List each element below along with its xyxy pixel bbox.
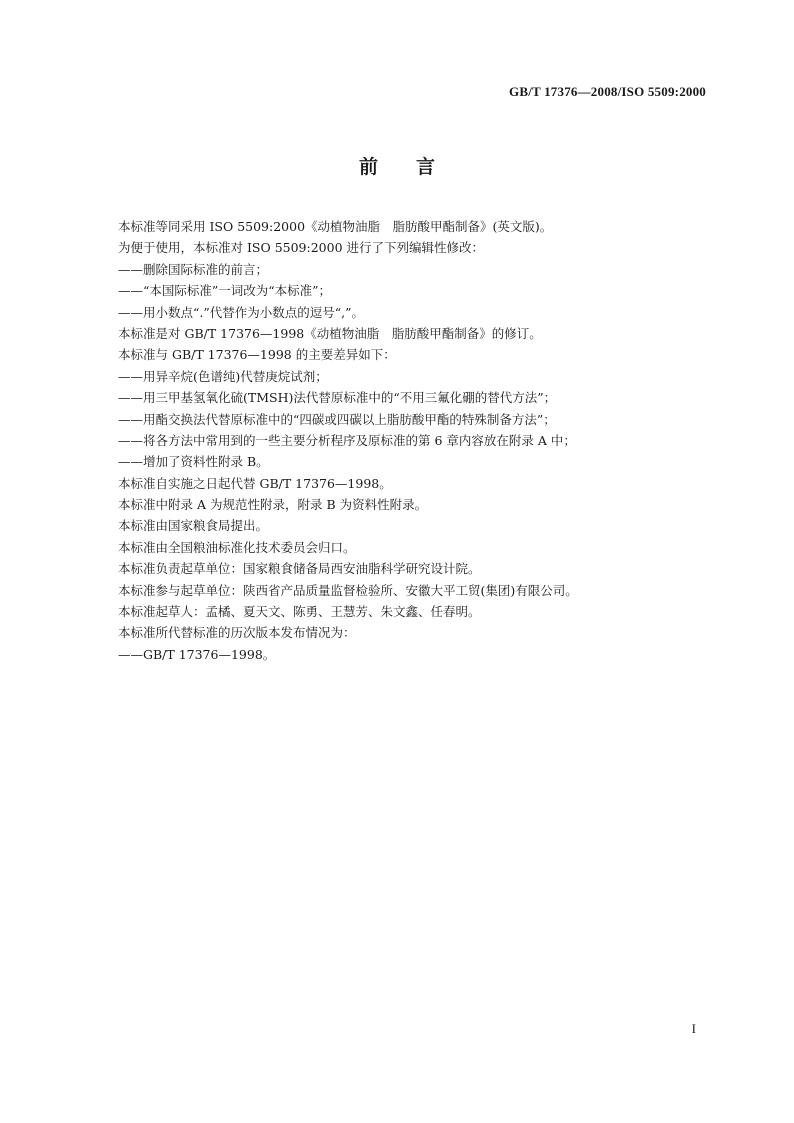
paragraph-line: 本标准自实施之日起代替 GB/T 17376—1998。 [118,475,392,491]
standard-code-header: GB/T 17376—2008/ISO 5509:2000 [509,84,706,99]
title-char-1: 前 [358,156,378,178]
list-item: ——删除国际标准的前言； [118,261,269,277]
page-title [0,152,794,179]
list-item: ——用小数点“.”代替作为小数点的逗号“,”。 [118,304,365,320]
paragraph-line: 本标准与 GB/T 17376—1998 的主要差异如下： [118,347,396,363]
page-number: I [691,1021,696,1036]
paragraph-line: 本标准所代替标准的历次版本发布情况为： [118,625,356,641]
list-item: ——GB/T 17376—1998。 [118,646,276,662]
paragraph-line: 本标准参与起草单位：陕西省产品质量监督检验所、安徽大平工贸(集团)有限公司。 [118,582,578,598]
paragraph-line: 本标准由国家粮食局提出。 [118,518,269,534]
list-item: ——“本国际标准”一词改为“本标准”； [118,283,332,299]
list-item: ——用三甲基氢氧化硫(TMSH)法代替原标准中的“不用三氟化硼的替代方法”； [118,390,557,406]
paragraph-line: 为便于使用，本标准对 ISO 5509:2000 进行了下列编辑性修改： [118,240,485,256]
paragraph-line: 本标准起草人：孟橘、夏天文、陈勇、王慧芳、朱文鑫、任春明。 [118,604,481,620]
paragraph-line: 本标准由全国粮油标准化技术委员会归口。 [118,539,356,555]
foreword-body [118,216,718,665]
title-char-2: 言 [416,156,436,178]
paragraph-line: 本标准负责起草单位：国家粮食储备局西安油脂科学研究设计院。 [118,561,481,577]
list-item: ——用异辛烷(色谱纯)代替庚烷试剂； [118,368,328,384]
list-item: ——将各方法中常用到的一些主要分析程序及原标准的第 6 章内容放在附录 A 中； [118,432,576,448]
list-item: ——增加了资料性附录 B。 [118,454,269,470]
list-item: ——用酯交换法代替原标准中的“四碳或四碳以上脂肪酸甲酯的特殊制备方法”； [118,411,556,427]
paragraph-line: 本标准等同采用 ISO 5509:2000《动植物油脂 脂肪酸甲酯制备》(英文版)。 [118,219,553,234]
paragraph-line: 本标准中附录 A 为规范性附录，附录 B 为资料性附录。 [118,497,428,513]
paragraph-line: 本标准是对 GB/T 17376—1998《动植物油脂 脂肪酸甲酯制备》的修订。 [118,325,542,341]
